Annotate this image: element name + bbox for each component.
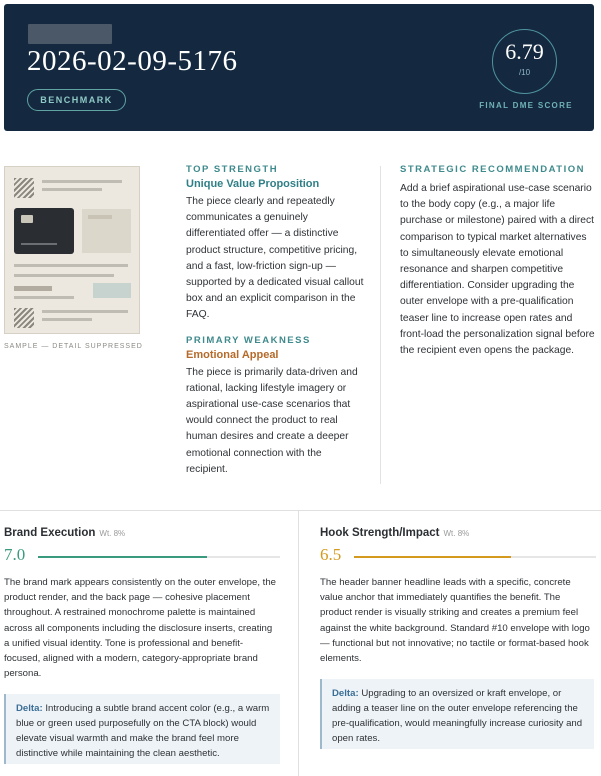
recommendation-column	[400, 164, 596, 359]
top-strength-body: The piece clearly and repeatedly communicates a genuinely differentiated offer — a distinctive product structure, competitive pricing, and a fast, low-friction sign-up — supported by a dedicated visual callout box and an explicit comparison in the FAQ.	[186, 196, 364, 321]
document-id: 2026-02-09-5176	[27, 45, 238, 77]
strategic-recommendation-label: STRATEGIC RECOMMENDATION	[400, 164, 586, 175]
score-bar-fill	[354, 556, 511, 558]
score-bar-track	[354, 556, 596, 558]
metric-description: The brand mark appears consistently on the outer envelope, the product render, and the back page — cohesive placement throughout. A restrained monochrome palette is maintained across all components including the disclosure inserts, creating a unified visual identity. Tone is professional and benefit-focused, aligned with a modern, category-appropriate brand persona.	[4, 577, 276, 680]
metric-score: 6.5	[320, 545, 342, 564]
primary-weakness-label: PRIMARY WEAKNESS	[186, 334, 311, 346]
thumb-block	[93, 283, 131, 298]
metric-weight: Wt. 8%	[443, 529, 470, 538]
strategic-recommendation-body: Add a brief aspirational use-case scenario to the body copy (e.g., a major life purchase or milestone) paired with a direct comparison to typical market alternatives to simultaneously elevate emotional resonance and sharpen competitive differentiation. Consider upgrading the outer envelope with a pre-qualification teaser line to increase open rates and front-load the personalization signal before the recipient even opens the package.	[400, 183, 595, 357]
primary-weakness-body: The piece is primarily data-driven and rational, lacking lifestyle imagery or aspirational use-case scenarios that would connect the product to real human desires and create a deeper emotional connection with the recipient.	[186, 366, 358, 475]
strengths-weaknesses-column	[186, 164, 364, 478]
thumb-line	[14, 286, 52, 291]
thumb-panel	[82, 209, 131, 253]
metric-title	[320, 527, 596, 539]
thumbnail-caption: SAMPLE — DETAIL SUPPRESSED	[4, 343, 143, 350]
metric-brand-execution	[4, 527, 280, 680]
thumb-line	[14, 296, 74, 299]
final-score-denominator: /10	[518, 68, 531, 77]
card-chip	[21, 215, 33, 223]
section-divider	[0, 510, 601, 511]
primary-weakness-title: Emotional Appeal	[186, 348, 279, 361]
thumb-line	[14, 274, 114, 277]
delta-text: Introducing a subtle brand accent color (e.g., a warm blue or green used purposefully on the CTA block) would elevate visual warmth and make the brand feel more distinctive while maintaining the clean aesthetic.	[16, 703, 270, 759]
card-stripe	[21, 243, 57, 245]
top-strength-label: TOP STRENGTH	[186, 164, 279, 175]
thumb-line	[42, 318, 92, 321]
final-score-label: FINAL DME SCORE	[479, 101, 573, 110]
top-strength-title: Unique Value Proposition	[186, 178, 320, 190]
delta-text: Upgrading to an oversized or kraft envelope, or adding a teaser line on the outer envelope referencing the pre-qualification, would meaningfully increase curiosity and open rates.	[332, 688, 583, 744]
metrics-divider	[298, 511, 299, 776]
metric-score: 7.0	[4, 545, 26, 564]
metric-title-text: Brand Execution	[4, 527, 96, 539]
hatch-pattern	[14, 178, 34, 198]
metric-weight: Wt. 8%	[99, 529, 126, 538]
report-header	[4, 4, 594, 131]
score-bar-fill	[38, 556, 207, 558]
column-divider	[380, 166, 381, 484]
metric-hook-strength	[320, 527, 596, 665]
thumb-line	[42, 180, 122, 183]
delta-label: Delta:	[16, 703, 43, 714]
metric-delta-box	[320, 679, 594, 749]
thumb-line	[42, 188, 102, 191]
metric-description: The header banner headline leads with a specific, concrete value anchor that immediately quantifies the benefit. The product render is visually striking and creates a premium feel against the white background. Standard #10 envelope with logo — functional but not innovative; no tactile or format-based hook elements.	[320, 577, 590, 665]
score-bar-track	[38, 556, 280, 558]
hatch-pattern	[14, 308, 34, 328]
benchmark-badge: BENCHMARK	[27, 89, 126, 111]
final-score-value: 6.79	[505, 39, 544, 64]
sample-thumbnail	[4, 166, 140, 334]
redacted-label	[28, 24, 112, 44]
thumb-line	[42, 310, 128, 313]
delta-label: Delta:	[332, 688, 359, 699]
metric-title-text: Hook Strength/Impact	[320, 527, 440, 539]
metric-delta-box	[4, 694, 280, 764]
thumb-line	[14, 264, 128, 267]
metric-title	[4, 527, 280, 539]
card-graphic	[14, 208, 74, 254]
